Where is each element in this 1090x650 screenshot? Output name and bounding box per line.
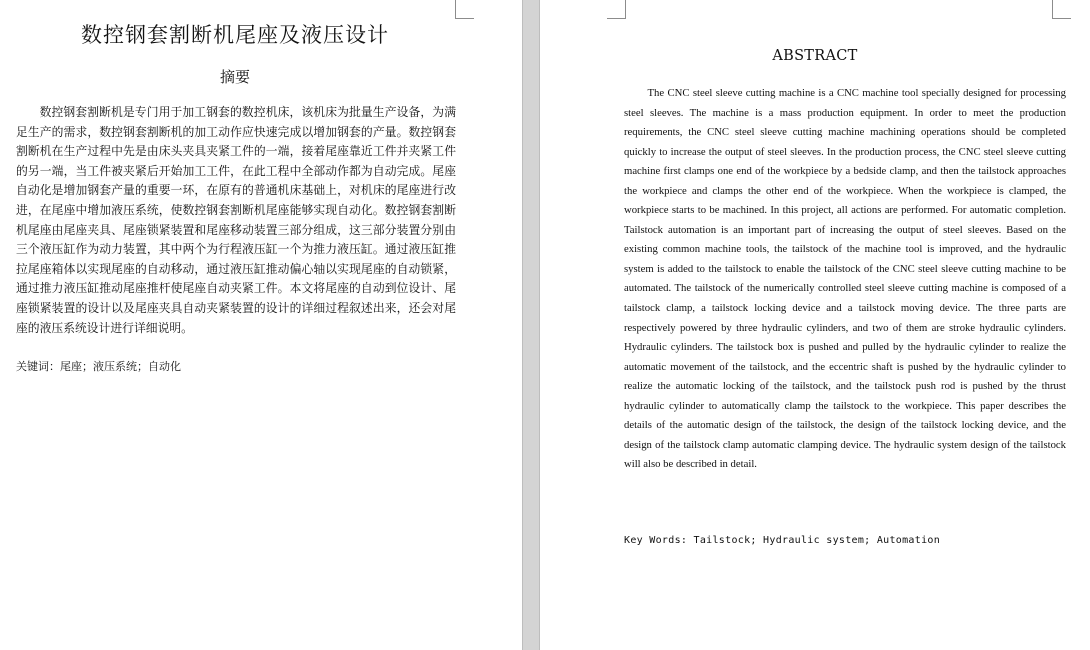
page-crop-mark-top-right xyxy=(455,0,474,19)
page-gutter xyxy=(522,0,540,650)
abstract-body: 数控钢套割断机是专门用于加工钢套的数控机床，该机床为批量生产设备，为满足生产的需求，数控钢套割断机的加工动作应快速完成以增加钢套的产量。数控钢套割断机在生产过程中先是由床头夹具夹紧工件的一端，接着尾座靠近工件并夹紧工件的另一端，当工件被夹紧后开始加工工件，在此工程中全部动作都为自动完成。尾座自动化是增加钢套产量的重要一环，在原有的普通机床基础上，对机床的尾座进行改进，在尾座中增加液压系统，使数控钢套割断机尾座能够实现自动化。数控钢套割断机尾座由尾座夹具、尾座锁紧装置和尾座移动装置三部分组成，这三部分装置分别由三个液压缸作为动力装置，其中两个为行程液压缸一个为推力液压缸。通过液压缸推拉尾座箱体以实现尾座的自动移动，通过液压缸推动偏心轴以实现尾座的自动锁紧，通过推力液压缸推动尾座推杆使尾座自动夹紧工件。本文将尾座的自动到位设计、尾座锁紧装置的设计以及尾座夹具自动夹紧装置的设计的详细过程叙述出来，还会对尾座的液压系统设计进行详细说明。 xyxy=(16,105,456,335)
page-crop-mark-top-left xyxy=(607,0,626,19)
keywords-line-en: Key Words: Tailstock; Hydraulic system; Automation xyxy=(624,535,941,546)
document-page-right xyxy=(540,0,1090,650)
abstract-heading: 摘要 xyxy=(219,68,250,86)
abstract-body-en: The CNC steel sleeve cutting machine is a CNC machine tool specially designed for processing steel sleeves. The machine is a mass production equipment. In order to meet the production requirements, the CNC steel sleeve cutting machine machining operations should be completed quickly to increase the output of steel sleeves. In the production process, the CNC steel sleeve cutting machine first clamps one end of the workpiece by a bedside clamp, and then the tailstock approaches the workpiece and clamps the other end of the workpiece. When the workpiece is clamped, the workpiece starts to be machined. In this project, all actions are performed. For automatic completion. Tailstock automation is an important part of increasing the output of steel sleeves. Based on the existing common machine tools, the tailstock of the machine tool is improved, and the hydraulic system is added to the tailstock to enable the tailstock of the CNC steel sleeve cutting machine to be automated. The tailstock of the numerically controlled steel sleeve cutting machine is composed of a tailstock clamp, a tailstock locking device and a tailstock moving device. The three parts are respectively powered by three hydraulic cylinders, and two of them are stroke hydraulic cylinders. Hydraulic cylinders. The tailstock box is pushed and pulled by the hydraulic cylinder to realize the automatic movement of the tailstock, and the eccentric shaft is pushed by the hydraulic cylinder to realize the automatic locking of the tailstock, and the tailstock push rod is pushed by the thrust hydraulic cylinder to automatically clamp the tailstock to the workpiece. This paper describes the details of the automatic design of the tailstock, the design of the tailstock locking device, and the design of the tailstock clamp automatic clamping device. The hydraulic system design of the tailstock will also be described in detail. xyxy=(624,87,1066,471)
abstract-heading-en: ABSTRACT xyxy=(772,48,858,64)
page-title: 数控钢套割断机尾座及液压设计 xyxy=(81,23,389,47)
document-page-left xyxy=(0,0,522,650)
keywords-line: 关键词：尾座；液压系统；自动化 xyxy=(16,360,181,373)
page-crop-mark-top-right xyxy=(1052,0,1071,19)
